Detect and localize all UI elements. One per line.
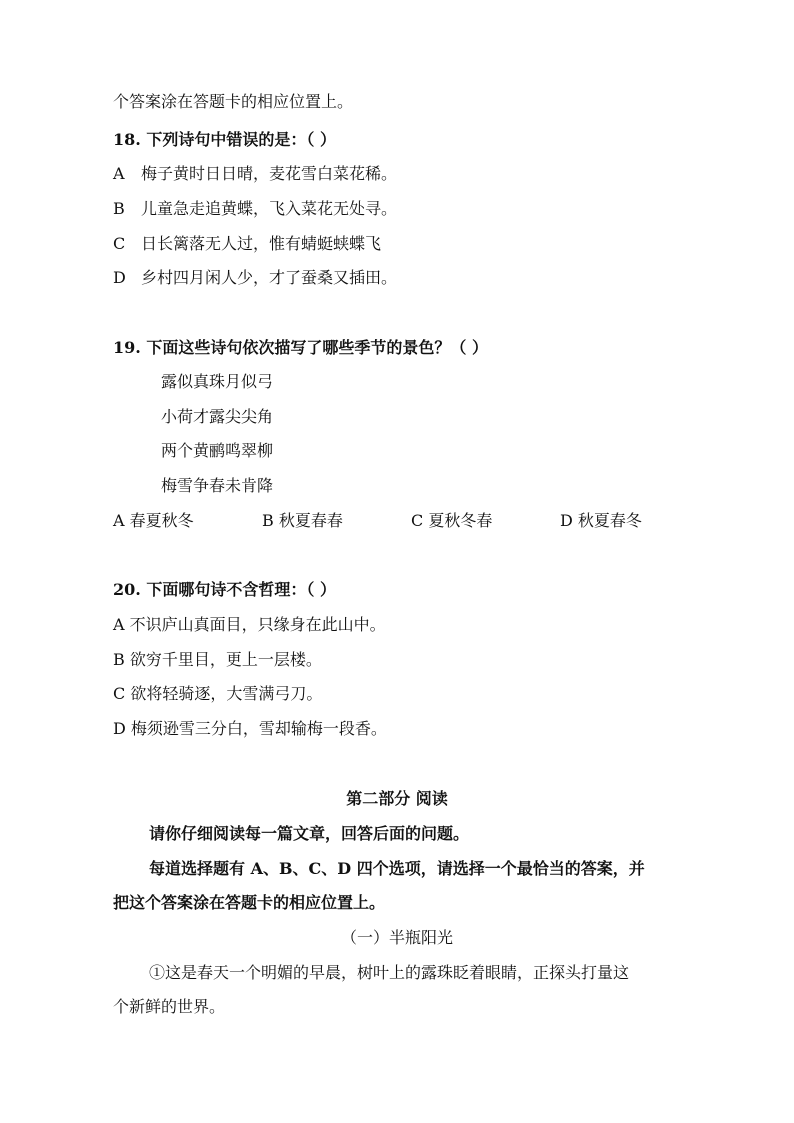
passage-paragraph-continued: 个新鲜的世界。: [113, 997, 226, 1016]
section-heading: 第二部分 阅读: [346, 789, 448, 808]
passage-paragraph: ①这是春天一个明媚的早晨，树叶上的露珠眨着眼睛，正探头打量这: [149, 963, 630, 982]
option-text: 乡村四月闲人少，才了蚕桑又插田。: [141, 268, 398, 287]
continuation-line: 个答案涂在答题卡的相应位置上。: [113, 92, 354, 111]
choice-a: A 春夏秋冬: [113, 511, 194, 530]
question-20-option-b: B 欲穷千里目，更上一层楼。: [113, 650, 322, 669]
option-letter: B: [113, 199, 125, 218]
choice-instruction: 每道选择题有 A、B、C、D 四个选项，请选择一个最恰当的答案，并: [149, 859, 645, 878]
question-20-option-d: D 梅须逊雪三分白，雪却输梅一段香。: [113, 719, 387, 738]
option-letter: A: [113, 164, 125, 183]
option-text: 梅子黄时日日晴，麦花雪白菜花稀。: [141, 164, 398, 183]
reading-instruction: 请你仔细阅读每一篇文章，回答后面的问题。: [149, 824, 470, 843]
choice-d: D 秋夏春冬: [560, 511, 642, 530]
option-letter: D: [113, 268, 126, 287]
question-20-option-a: A 不识庐山真面目，只缘身在此山中。: [113, 615, 386, 634]
choice-c: C 夏秋冬春: [411, 511, 493, 530]
option-text: 日长篱落无人过，惟有蜻蜓蛱蝶飞: [141, 234, 382, 253]
verse-line: 露似真珠月似弓: [161, 372, 274, 391]
verse-line: 梅雪争春未肯降: [161, 476, 274, 495]
option-text: 儿童急走追黄蝶，飞入菜花无处寻。: [141, 199, 398, 218]
option-letter: C: [113, 234, 126, 253]
choice-b: B 秋夏春春: [262, 511, 343, 530]
verse-line: 两个黄鹂鸣翠柳: [161, 441, 274, 460]
question-20-title: 20. 下面哪句诗不含哲理：（ ）: [113, 580, 336, 599]
choice-instruction-continued: 把这个答案涂在答题卡的相应位置上。: [113, 893, 386, 912]
question-20-option-c: C 欲将轻骑逐，大雪满弓刀。: [113, 684, 323, 703]
question-18-title: 18. 下列诗句中错误的是：（ ）: [113, 130, 336, 149]
question-19-title: 19. 下面这些诗句依次描写了哪些季节的景色？（ ）: [113, 338, 488, 357]
verse-line: 小荷才露尖尖角: [161, 407, 274, 426]
passage-title: （一）半瓶阳光: [340, 928, 453, 947]
